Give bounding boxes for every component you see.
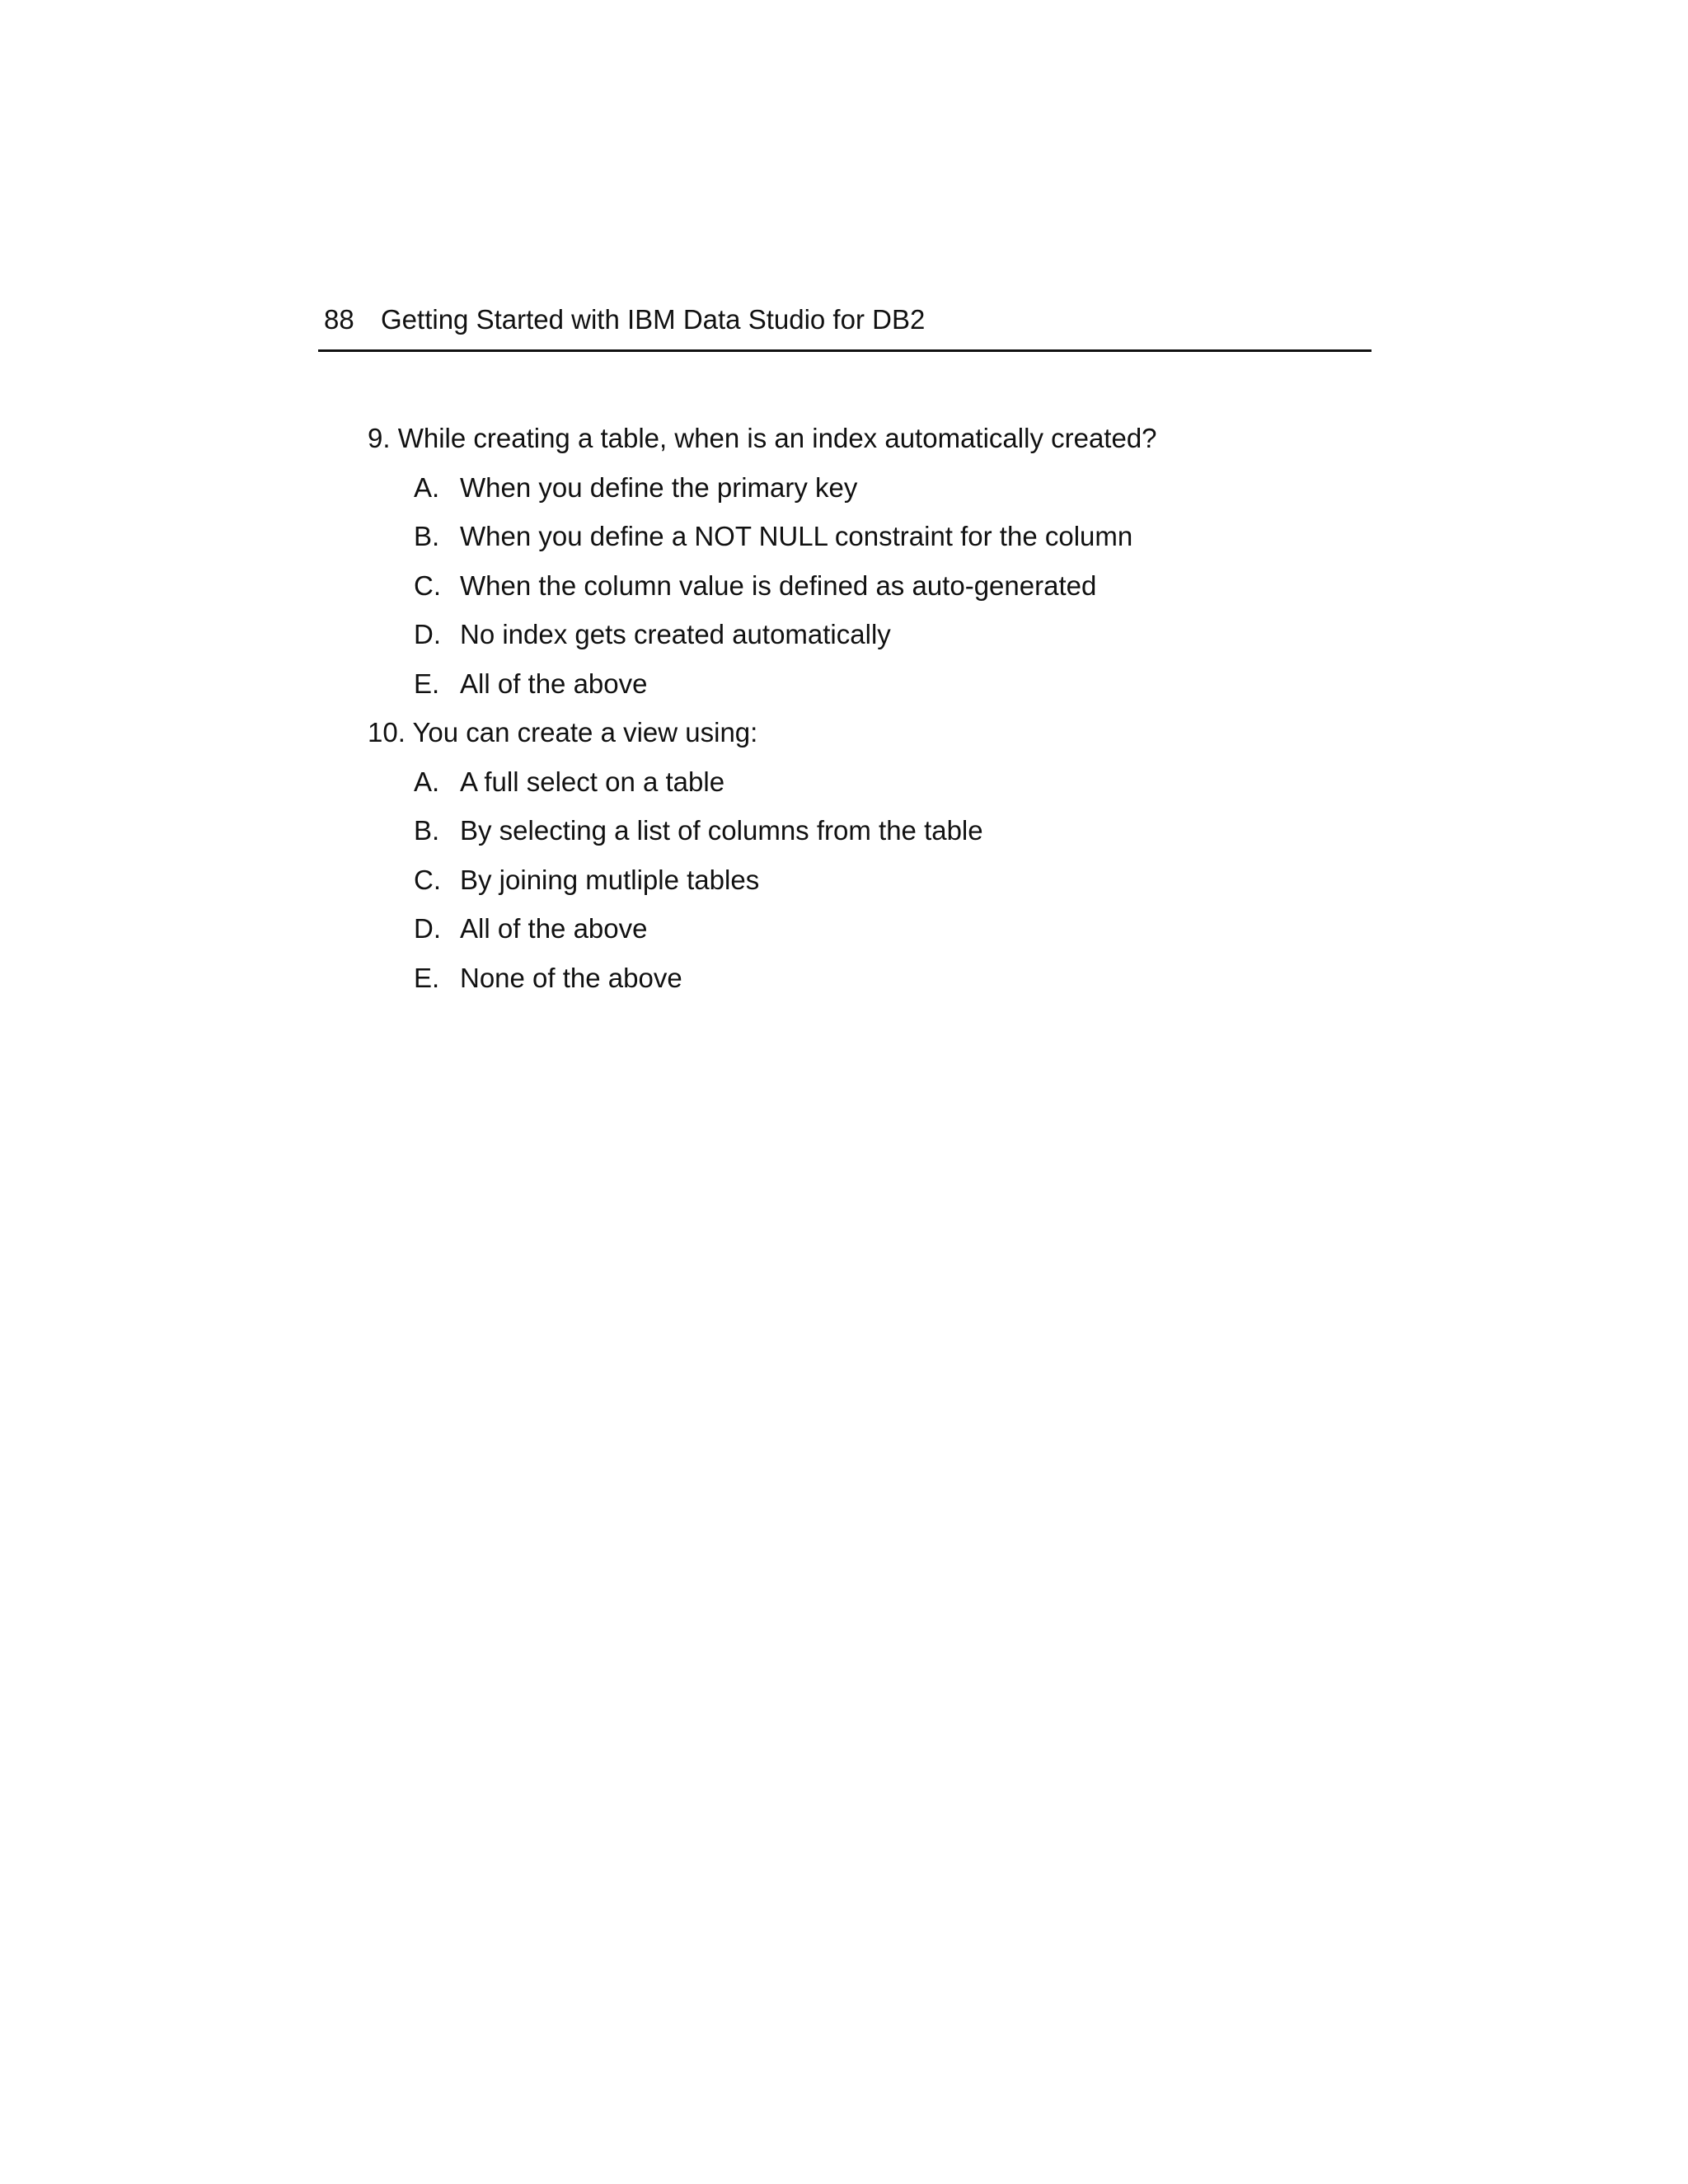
answer-option [368, 463, 1357, 513]
answer-option [368, 561, 1357, 611]
answer-option [368, 806, 1357, 855]
option-text: None of the above [460, 962, 682, 993]
running-title: Getting Started with IBM Data Studio for DB2 [381, 304, 926, 335]
option-text: By selecting a list of columns from the table [460, 815, 983, 846]
option-letter: D. [414, 913, 441, 944]
answer-option [368, 659, 1357, 709]
option-text: All of the above [460, 668, 648, 699]
option-letter: E. [414, 962, 440, 993]
option-text: By joining mutliple tables [460, 864, 760, 895]
option-text: When the column value is defined as auto-generated [460, 569, 1097, 601]
question-text: 9. While creating a table, when is an index automatically created? [368, 423, 1157, 453]
answer-option [368, 757, 1357, 807]
page-header [318, 298, 1372, 352]
option-letter: C. [414, 864, 441, 895]
option-letter: E. [414, 668, 440, 699]
option-text: No index gets created automatically [460, 619, 891, 649]
option-letter: C. [414, 569, 441, 601]
answer-option [368, 610, 1357, 659]
option-text: All of the above [460, 913, 648, 944]
page-number: 88 [324, 304, 354, 335]
question-text: 10. You can create a view using: [368, 717, 758, 748]
option-text: When you define the primary key [460, 471, 858, 503]
question-10 [368, 708, 1357, 1002]
option-letter: D. [414, 619, 441, 649]
option-text: A full select on a table [460, 766, 725, 797]
answer-option [368, 954, 1357, 1003]
answer-option [368, 512, 1357, 561]
answer-option [368, 904, 1357, 954]
option-letter: B. [414, 815, 440, 846]
option-text: When you define a NOT NULL constraint for the column [460, 521, 1133, 551]
question-9 [368, 414, 1357, 708]
option-letter: A. [414, 471, 440, 503]
option-letter: A. [414, 766, 440, 797]
question-list [368, 414, 1357, 1002]
option-letter: B. [414, 521, 440, 551]
answer-option [368, 855, 1357, 905]
